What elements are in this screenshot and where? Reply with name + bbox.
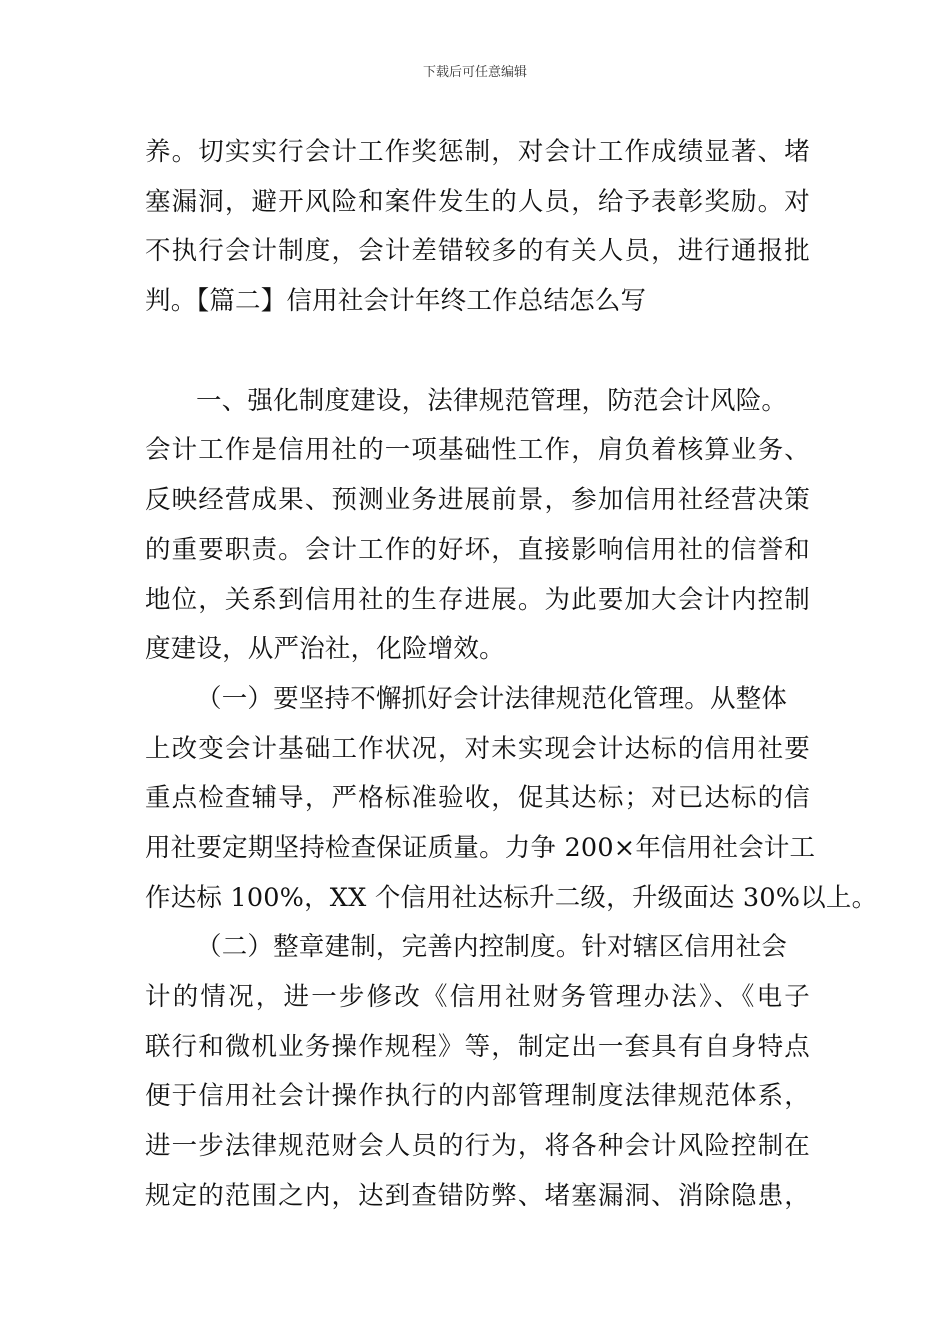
subsection-two-paragraph [145,923,810,1221]
subsection-heading-line: （一）要坚持不懈抓好会计法律规范化管理。从整体 [196,683,788,714]
text-line: 上改变会计基础工作状况，对未实现会计达标的信用社要 [145,733,810,764]
text-line: 进一步法律规范财会人员的行为，将各种会计风险控制在 [145,1131,810,1162]
text-line: 会计工作是信用社的一项基础性工作，肩负着核算业务、 [145,435,810,466]
paragraph-gap [145,327,810,377]
text-line: 地位，关系到信用社的生存进展。为此要加大会计内控制 [145,584,810,615]
text-line: 养。切实实行会计工作奖惩制，对会计工作成绩显著、堵 [145,137,810,167]
text-line: 计的情况，进一步修改《信用社财务管理办法》、《电子 [145,982,810,1012]
paragraph-continuation [145,128,810,327]
document-body [145,128,878,1221]
text-line: 作达标 100%，XX 个信用社达标升二级，升级面达 30%以上。 [145,882,878,913]
text-line: 重点检查辅导，严格标准验收，促其达标；对已达标的信 [145,783,810,814]
text-line: 反映经营成果、预测业务进展前景，参加信用社经营决策 [145,485,810,516]
text-line: 用社要定期坚持检查保证质量。力争 200×年信用社会计工 [145,832,816,863]
section-heading-line: 一、强化制度建设，法律规范管理，防范会计风险。 [196,385,788,416]
text-line: 不执行会计制度，会计差错较多的有关人员，进行通报批 [145,236,810,267]
text-line: 联行和微机业务操作规程》等，制定出一套具有自身特点 [145,1031,810,1062]
text-line: 规定的范围之内，达到查错防弊、堵塞漏洞、消除隐患， [145,1180,810,1211]
subsection-one-paragraph [145,675,878,923]
text-line: 度建设，从严治社，化险增效。 [145,634,505,665]
text-line: 的重要职责。会计工作的好坏，直接影响信用社的信誉和 [145,534,810,565]
text-line: 判。【篇二】信用社会计年终工作总结怎么写 [145,286,647,317]
text-line: 塞漏洞，避开风险和案件发生的人员，给予表彰奖励。对 [145,186,810,217]
subsection-heading-line: （二）整章建制，完善内控制度。针对辖区信用社会 [196,932,788,963]
page-header: 下载后可任意编辑 [422,65,527,80]
section-one-paragraph [145,377,810,675]
text-line: 便于信用社会计操作执行的内部管理制度法律规范体系， [145,1081,810,1112]
